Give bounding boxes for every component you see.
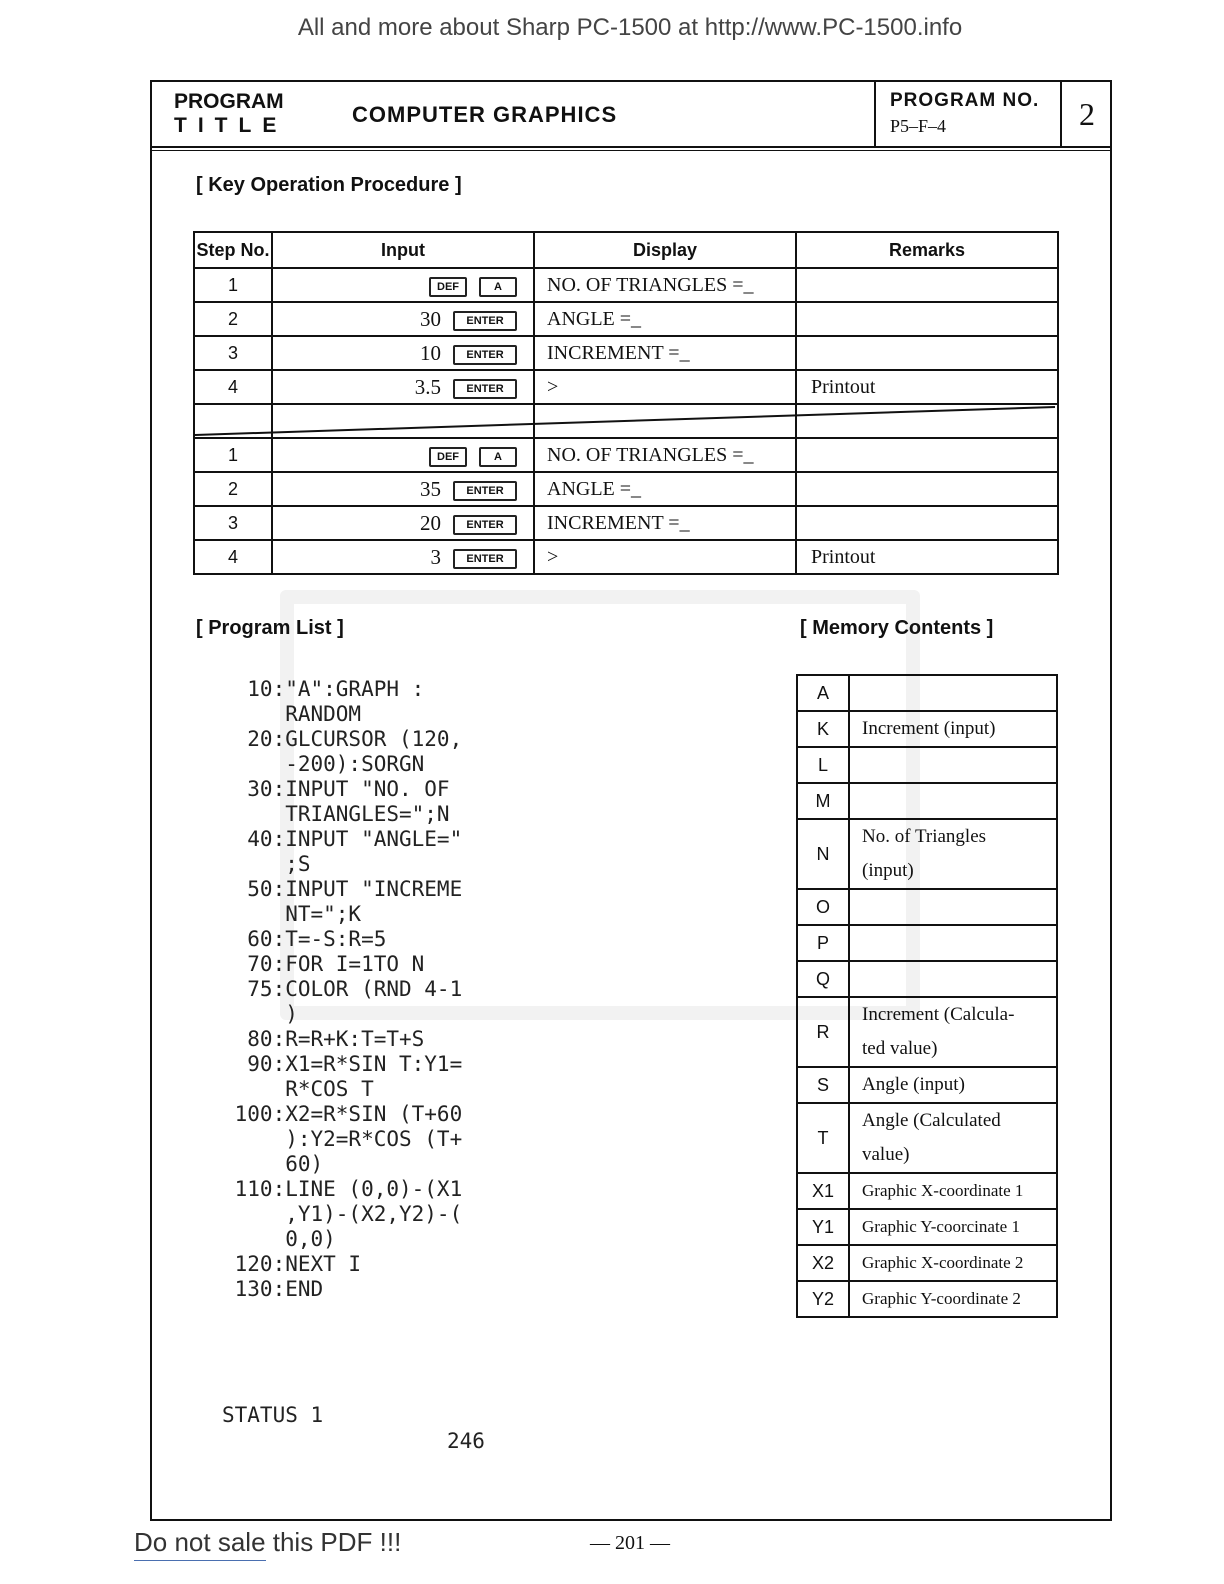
register-description	[849, 1209, 1057, 1245]
step-number: 1	[194, 268, 272, 302]
register-name: K	[797, 711, 849, 747]
program-title-label-line1: PROGRAM	[174, 90, 284, 113]
input-cell	[272, 438, 534, 472]
program-number-box	[874, 82, 1062, 146]
col-step: Step No.	[194, 232, 272, 268]
memory-row	[797, 711, 1057, 747]
step-number: 2	[194, 302, 272, 336]
step-number: 3	[194, 506, 272, 540]
register-description	[849, 711, 1057, 747]
memory-row	[797, 1067, 1057, 1103]
key-operation-row	[194, 540, 1058, 574]
program-number-label: PROGRAM NO.	[890, 90, 1040, 111]
program-listing: 10:"A":GRAPH : RANDOM 20:GLCURSOR (120, -200):SORGN 30:INPUT "NO. OF TRIANGLES=";N 40:INPUT "ANGLE=" ;S 50:INPUT "INCREME NT=";K 60:T=-S:R=5 70:FOR I=1TO N 75:COLOR (RND 4-1 ) 80:R=R+K:T=T+S 90:X1=R*SIN T:Y1= R*COS T 100:X2=R*SIN (T+60 ):Y2=R*COS (T+ 60) 110:LINE (0,0)-(X1 ,Y1)-(X2,Y2)-( 0,0) 120:NEXT I 130:END	[234, 677, 463, 1301]
memory-row	[797, 889, 1057, 925]
key-operation-table	[193, 231, 1059, 575]
description-line: value)	[862, 1144, 910, 1165]
memory-contents-heading: [ Memory Contents ]	[800, 617, 994, 639]
memory-row	[797, 925, 1057, 961]
a-key-icon: A	[479, 447, 517, 467]
footer-note: Do not sale this PDF !!!	[134, 1527, 402, 1557]
input-cell	[272, 540, 534, 574]
input-cell	[272, 302, 534, 336]
description-line: Increment (input)	[862, 718, 996, 739]
memory-row	[797, 1281, 1057, 1317]
memory-row	[797, 1209, 1057, 1245]
register-description	[849, 747, 1057, 783]
display-text: >	[534, 540, 796, 574]
register-name: N	[797, 819, 849, 889]
remarks-text	[796, 302, 1058, 336]
register-description	[849, 1173, 1057, 1209]
register-description	[849, 997, 1057, 1067]
register-name: Y2	[797, 1281, 849, 1317]
input-cell	[272, 268, 534, 302]
description-line: Angle (input)	[862, 1074, 965, 1095]
description-line: No. of Triangles	[862, 826, 987, 847]
register-name: T	[797, 1103, 849, 1173]
a-key-icon: A	[479, 277, 517, 297]
register-name: P	[797, 925, 849, 961]
enter-key-icon: ENTER	[453, 515, 517, 535]
display-text: NO. OF TRIANGLES =_	[534, 438, 796, 472]
description-line: ted value)	[862, 1038, 938, 1059]
program-list-heading: [ Program List ]	[196, 617, 344, 639]
remarks-text	[796, 438, 1058, 472]
description-line: Increment (Calcula-	[862, 1004, 1015, 1025]
memory-row	[797, 997, 1057, 1067]
input-cell	[272, 472, 534, 506]
remarks-text	[796, 268, 1058, 302]
def-key-icon: DEF	[429, 277, 467, 297]
key-operation-row	[194, 370, 1058, 404]
program-title: COMPUTER GRAPHICS	[352, 102, 618, 127]
display-text: INCREMENT =_	[534, 506, 796, 540]
key-operation-heading: [ Key Operation Procedure ]	[196, 174, 462, 196]
enter-key-icon: ENTER	[453, 481, 517, 501]
key-operation-row	[194, 472, 1058, 506]
memory-contents-table	[796, 674, 1058, 1318]
key-operation-row	[194, 438, 1058, 472]
input-value: 30	[420, 306, 441, 331]
display-text: INCREMENT =_	[534, 336, 796, 370]
display-text: ANGLE =_	[534, 302, 796, 336]
remarks-text: Printout	[796, 370, 1058, 404]
register-name: R	[797, 997, 849, 1067]
memory-row	[797, 675, 1057, 711]
step-number: 4	[194, 540, 272, 574]
register-description	[849, 961, 1057, 997]
col-display: Display	[534, 232, 796, 268]
register-name: L	[797, 747, 849, 783]
bytes-used: 246	[447, 1429, 485, 1453]
memory-row	[797, 961, 1057, 997]
input-cell	[272, 336, 534, 370]
register-name: Q	[797, 961, 849, 997]
program-title-label	[174, 90, 287, 138]
input-value: 3	[430, 544, 441, 569]
program-number: P5–F–4	[890, 116, 947, 136]
step-number: 4	[194, 370, 272, 404]
register-description	[849, 1067, 1057, 1103]
description-line: Graphic Y-coordinate 2	[862, 1289, 1021, 1308]
remarks-text	[796, 336, 1058, 370]
memory-row	[797, 1173, 1057, 1209]
display-text: NO. OF TRIANGLES =_	[534, 268, 796, 302]
description-line: Graphic X-coordinate 2	[862, 1253, 1024, 1272]
register-description	[849, 1281, 1057, 1317]
key-operation-header-row	[194, 232, 1058, 268]
enter-key-icon: ENTER	[453, 549, 517, 569]
remarks-text: Printout	[796, 540, 1058, 574]
input-cell	[272, 370, 534, 404]
description-line: Graphic Y-coorcinate 1	[862, 1217, 1020, 1236]
register-description	[849, 1103, 1057, 1173]
register-description	[849, 783, 1057, 819]
register-name: M	[797, 783, 849, 819]
key-operation-row	[194, 506, 1058, 540]
memory-row	[797, 747, 1057, 783]
status-line: STATUS 1	[222, 1403, 324, 1427]
memory-row	[797, 1103, 1057, 1173]
input-cell	[272, 506, 534, 540]
register-description	[849, 925, 1057, 961]
step-number: 2	[194, 472, 272, 506]
group-separator-line	[193, 405, 1057, 439]
register-name: S	[797, 1067, 849, 1103]
input-value: 20	[420, 510, 441, 535]
register-name: Y1	[797, 1209, 849, 1245]
program-title-label-line2: TITLE	[174, 114, 288, 137]
register-description	[849, 675, 1057, 711]
footer-note-underline	[134, 1560, 266, 1561]
col-remarks: Remarks	[796, 232, 1058, 268]
def-key-icon: DEF	[429, 447, 467, 467]
display-text: ANGLE =_	[534, 472, 796, 506]
title-block	[152, 82, 1110, 148]
header-note: All and more about Sharp PC-1500 at http://www.PC-1500.info	[297, 14, 963, 41]
enter-key-icon: ENTER	[453, 311, 517, 331]
key-operation-row	[194, 268, 1058, 302]
display-text: >	[534, 370, 796, 404]
register-description	[849, 889, 1057, 925]
description-line: (input)	[862, 860, 914, 881]
register-name: X2	[797, 1245, 849, 1281]
key-operation-row	[194, 302, 1058, 336]
input-value: 3.5	[414, 374, 441, 399]
register-name: A	[797, 675, 849, 711]
memory-row	[797, 819, 1057, 889]
memory-row	[797, 783, 1057, 819]
input-value: 10	[420, 340, 441, 365]
remarks-text	[796, 472, 1058, 506]
memory-row	[797, 1245, 1057, 1281]
description-line: Graphic X-coordinate 1	[862, 1181, 1024, 1200]
sheet-number: 2	[1060, 82, 1112, 146]
title-divider	[152, 150, 1110, 151]
register-description	[849, 1245, 1057, 1281]
input-value: 35	[420, 476, 441, 501]
register-name: X1	[797, 1173, 849, 1209]
remarks-text	[796, 506, 1058, 540]
enter-key-icon: ENTER	[453, 379, 517, 399]
key-operation-row	[194, 336, 1058, 370]
step-number: 3	[194, 336, 272, 370]
register-description	[849, 819, 1057, 889]
register-name: O	[797, 889, 849, 925]
step-number: 1	[194, 438, 272, 472]
enter-key-icon: ENTER	[453, 345, 517, 365]
description-line: Angle (Calculated	[862, 1110, 1001, 1131]
page-number: — 201 —	[590, 1532, 670, 1554]
col-input: Input	[272, 232, 534, 268]
